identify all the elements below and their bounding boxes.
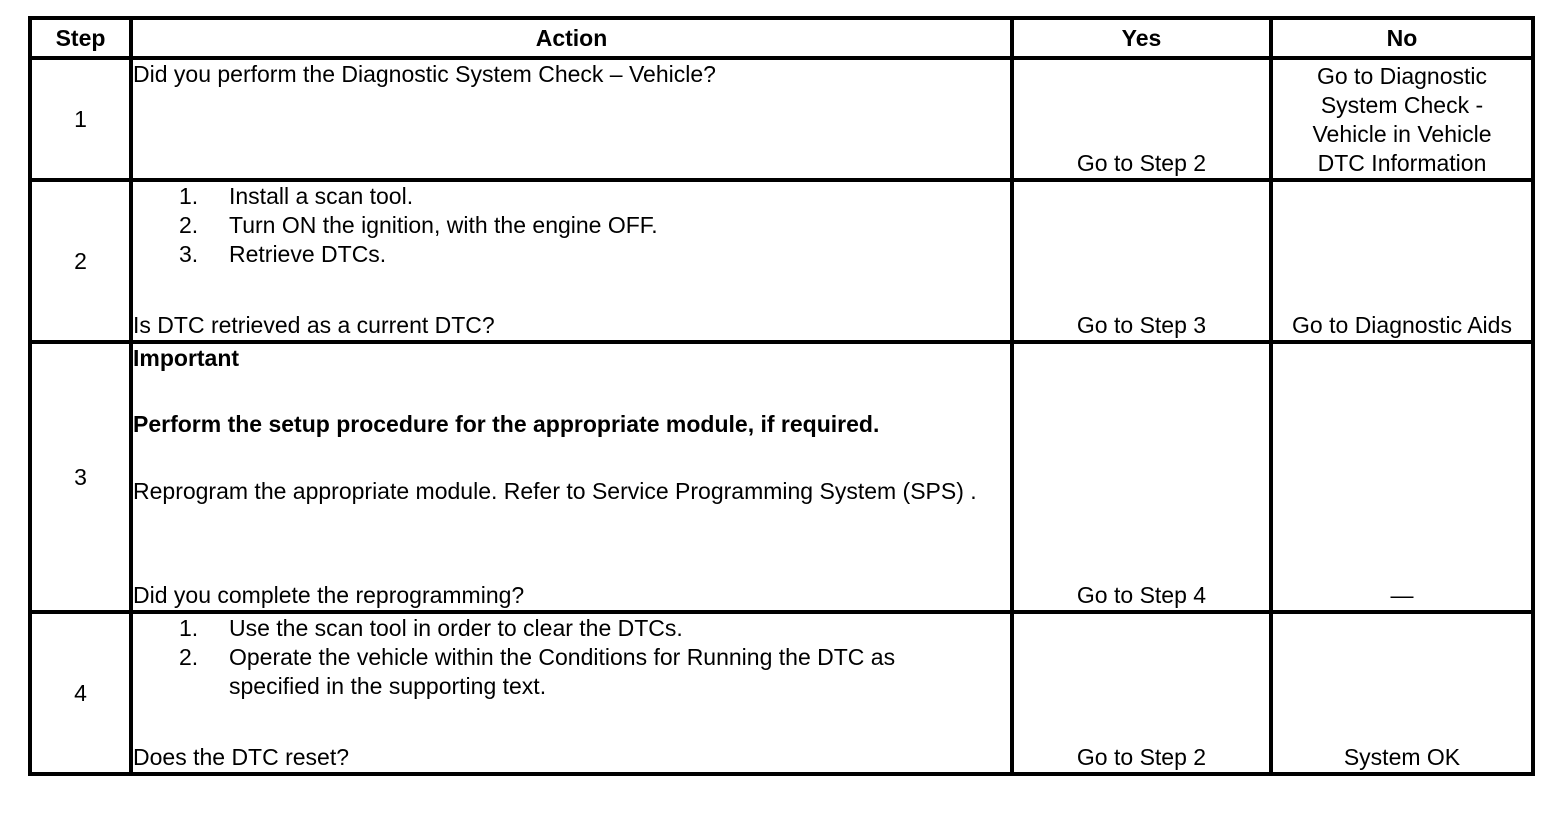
list-item-text: Install a scan tool.	[229, 183, 414, 209]
list-item	[133, 643, 1010, 701]
no-result: —	[1271, 342, 1533, 612]
list-item	[133, 240, 1010, 269]
action-instruction: Reprogram the appropriate module. Refer to Service Programming System (SPS) .	[133, 478, 977, 504]
list-item-text: Operate the vehicle within the Conditions for Running the DTC as specified in the supporting text.	[229, 644, 896, 699]
action-cell	[131, 180, 1012, 342]
list-item	[133, 211, 1010, 240]
step-number: 4	[30, 612, 131, 774]
list-item-number: 3.	[179, 241, 199, 267]
header-step: Step	[30, 18, 131, 58]
action-question: Did you complete the reprogramming?	[133, 582, 525, 608]
yes-result: Go to Step 2	[1012, 612, 1271, 774]
yes-result: Go to Step 2	[1012, 58, 1271, 180]
table-row-step-1	[30, 58, 1533, 180]
list-item-number: 1.	[179, 615, 199, 641]
header-row	[30, 18, 1533, 58]
action-cell	[131, 58, 1012, 180]
diagnostic-table	[28, 16, 1535, 776]
yes-result: Go to Step 4	[1012, 342, 1271, 612]
list-item	[133, 614, 1010, 643]
no-result	[1271, 58, 1533, 180]
action-question: Does the DTC reset?	[133, 744, 350, 770]
table-row-step-3	[30, 342, 1533, 612]
list-item-text: Use the scan tool in order to clear the DTCs.	[229, 615, 683, 641]
action-steps	[133, 182, 1010, 269]
action-steps	[133, 614, 1010, 701]
list-item	[133, 182, 1010, 211]
action-cell	[131, 612, 1012, 774]
no-result: Go to Diagnostic Aids	[1271, 180, 1533, 342]
list-item-number: 1.	[179, 183, 199, 209]
step-number: 2	[30, 180, 131, 342]
table-row-step-4	[30, 612, 1533, 774]
action-question: Is DTC retrieved as a current DTC?	[133, 312, 495, 338]
list-item-number: 2.	[179, 212, 199, 238]
header-yes: Yes	[1012, 18, 1271, 58]
no-result-text: Go to Diagnostic System Check - Vehicle in Vehicle DTC Information	[1312, 63, 1492, 176]
important-label: Important	[133, 345, 240, 371]
header-no: No	[1271, 18, 1533, 58]
list-item-text: Turn ON the ignition, with the engine OFF.	[229, 212, 658, 238]
yes-result: Go to Step 3	[1012, 180, 1271, 342]
important-text: Perform the setup procedure for the appropriate module, if required.	[133, 411, 880, 437]
list-item-text: Retrieve DTCs.	[229, 241, 387, 267]
table-row-step-2	[30, 180, 1533, 342]
list-item-number: 2.	[179, 644, 199, 670]
step-number: 3	[30, 342, 131, 612]
action-question: Did you perform the Diagnostic System Check – Vehicle?	[133, 61, 716, 87]
action-cell	[131, 342, 1012, 612]
header-action: Action	[131, 18, 1012, 58]
step-number: 1	[30, 58, 131, 180]
no-result: System OK	[1271, 612, 1533, 774]
